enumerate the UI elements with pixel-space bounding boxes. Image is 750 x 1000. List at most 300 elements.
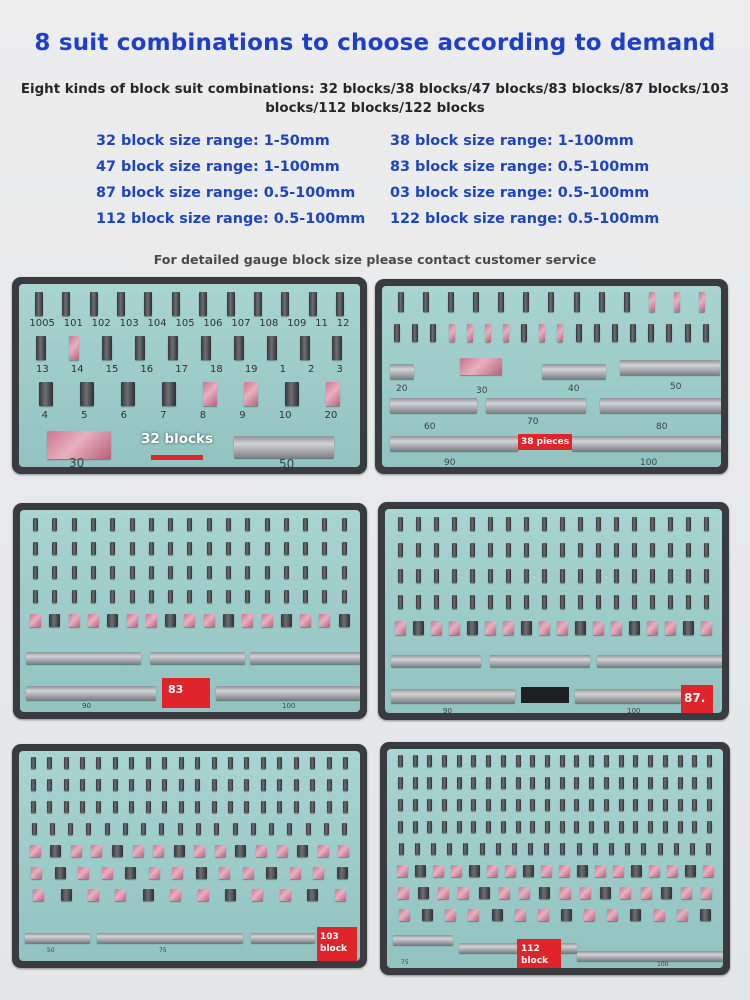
gauge-block bbox=[130, 518, 135, 531]
gauge-block bbox=[195, 757, 200, 769]
gauge-block bbox=[467, 621, 478, 635]
gauge-bar-70 bbox=[486, 398, 586, 413]
gauge-block bbox=[215, 845, 226, 857]
gauge-block bbox=[559, 865, 570, 877]
gauge-block bbox=[112, 845, 123, 857]
bar-label-30: 30 bbox=[69, 456, 85, 467]
gauge-block bbox=[545, 821, 550, 833]
gauge-block bbox=[277, 845, 288, 857]
gauge-block bbox=[96, 801, 101, 813]
gauge-block bbox=[423, 292, 429, 312]
range-38: 38 block size range: 1-100mm bbox=[390, 133, 634, 149]
block-row bbox=[19, 779, 360, 791]
gauge-block bbox=[663, 821, 668, 833]
gauge-block bbox=[165, 614, 176, 627]
gauge-block bbox=[467, 324, 473, 342]
gauge-block bbox=[595, 865, 606, 877]
gauge-block bbox=[72, 518, 77, 531]
gauge-block bbox=[416, 517, 421, 531]
gauge-block bbox=[343, 757, 348, 769]
gauge-block bbox=[110, 542, 115, 555]
gauge-block bbox=[261, 779, 266, 791]
gauge-block bbox=[707, 777, 712, 789]
gauge-block bbox=[560, 569, 565, 583]
gauge-block bbox=[394, 324, 400, 342]
block-row bbox=[387, 821, 723, 833]
set-caption-38: 38 pieces bbox=[518, 434, 572, 450]
gauge-bar-90 bbox=[26, 686, 156, 700]
gauge-block bbox=[577, 843, 582, 855]
gauge-block bbox=[415, 843, 420, 855]
gauge-block bbox=[146, 801, 151, 813]
gauge-block bbox=[336, 292, 344, 316]
gauge-block bbox=[633, 777, 638, 789]
gauge-block bbox=[528, 843, 533, 855]
contact-note: For detailed gauge block size please contact customer service bbox=[153, 252, 597, 267]
gauge-block bbox=[327, 801, 332, 813]
gauge-block bbox=[470, 595, 475, 609]
gauge-block bbox=[458, 887, 469, 899]
gauge-block bbox=[342, 518, 347, 531]
gauge-block bbox=[297, 845, 308, 857]
gauge-block bbox=[650, 595, 655, 609]
gauge-block bbox=[343, 801, 348, 813]
gauge-block bbox=[505, 865, 516, 877]
gauge-bar-100 bbox=[216, 686, 360, 700]
gauge-block bbox=[452, 569, 457, 583]
block-size-label: 14 bbox=[70, 364, 84, 375]
gauge-block bbox=[663, 799, 668, 811]
gauge-block bbox=[492, 909, 503, 921]
gauge-block bbox=[501, 777, 506, 789]
gauge-block bbox=[663, 755, 668, 767]
block-size-label: 101 bbox=[63, 318, 83, 329]
gauge-block bbox=[632, 543, 637, 557]
gauge-set-112-tray bbox=[387, 749, 723, 968]
bar-label-100: 100 bbox=[627, 707, 641, 713]
gauge-block bbox=[290, 867, 301, 879]
gauge-block bbox=[485, 324, 491, 342]
gauge-block bbox=[668, 543, 673, 557]
gauge-block bbox=[596, 543, 601, 557]
block-size-label: 13 bbox=[36, 364, 49, 375]
gauge-block bbox=[413, 777, 418, 789]
gauge-block bbox=[300, 614, 311, 627]
gauge-block bbox=[212, 779, 217, 791]
gauge-block bbox=[516, 821, 521, 833]
gauge-block bbox=[277, 801, 282, 813]
bar-label-90: 90 bbox=[444, 458, 456, 467]
gauge-block-30 bbox=[47, 431, 111, 459]
gauge-block bbox=[269, 823, 274, 835]
gauge-block bbox=[324, 823, 329, 835]
gauge-block bbox=[442, 755, 447, 767]
block-row bbox=[387, 843, 723, 855]
gauge-block bbox=[576, 324, 582, 342]
gauge-block bbox=[681, 887, 692, 899]
block-row bbox=[387, 865, 723, 877]
gauge-block bbox=[668, 569, 673, 583]
gauge-block bbox=[256, 845, 267, 857]
gauge-block bbox=[704, 595, 709, 609]
block-row-1 bbox=[382, 292, 721, 312]
gauge-block bbox=[471, 821, 476, 833]
block-row bbox=[19, 845, 360, 857]
gauge-block bbox=[227, 292, 235, 316]
gauge-block bbox=[266, 867, 277, 879]
gauge-block bbox=[663, 777, 668, 789]
gauge-block bbox=[149, 867, 160, 879]
gauge-block bbox=[204, 614, 215, 627]
gauge-block bbox=[280, 889, 291, 901]
gauge-block bbox=[207, 542, 212, 555]
gauge-block bbox=[228, 757, 233, 769]
gauge-block bbox=[632, 595, 637, 609]
gauge-block bbox=[113, 757, 118, 769]
gauge-block bbox=[168, 566, 173, 579]
gauge-block bbox=[449, 621, 460, 635]
gauge-block bbox=[196, 823, 201, 835]
gauge-block bbox=[658, 843, 663, 855]
block-row bbox=[385, 543, 722, 557]
gauge-block bbox=[342, 590, 347, 603]
gauge-block bbox=[179, 779, 184, 791]
gauge-block bbox=[303, 518, 308, 531]
gauge-block bbox=[667, 865, 678, 877]
gauge-block bbox=[678, 799, 683, 811]
gauge-block bbox=[194, 845, 205, 857]
gauge-block bbox=[661, 887, 672, 899]
gauge-block bbox=[560, 887, 571, 899]
gauge-block bbox=[451, 865, 462, 877]
gauge-block bbox=[678, 777, 683, 789]
gauge-block bbox=[300, 336, 310, 360]
gauge-block bbox=[560, 595, 565, 609]
block-size-label: 5 bbox=[81, 410, 88, 421]
gauge-block bbox=[265, 542, 270, 555]
gauge-block bbox=[72, 542, 77, 555]
gauge-block bbox=[187, 542, 192, 555]
block-size-label: 3 bbox=[336, 364, 343, 375]
gauge-block bbox=[624, 292, 630, 312]
gauge-block bbox=[649, 865, 660, 877]
gauge-bar-100 bbox=[572, 436, 721, 451]
gauge-block bbox=[486, 821, 491, 833]
gauge-block bbox=[654, 909, 665, 921]
gauge-block bbox=[704, 569, 709, 583]
gauge-block bbox=[499, 887, 510, 899]
gauge-block bbox=[184, 614, 195, 627]
gauge-block bbox=[521, 621, 532, 635]
gauge-block bbox=[704, 517, 709, 531]
gauge-block bbox=[251, 823, 256, 835]
gauge-block bbox=[265, 566, 270, 579]
gauge-block bbox=[143, 889, 154, 901]
gauge-bar-80 bbox=[600, 398, 721, 413]
gauge-block bbox=[516, 777, 521, 789]
gauge-block bbox=[146, 614, 157, 627]
gauge-block bbox=[668, 517, 673, 531]
gauge-block bbox=[294, 757, 299, 769]
block-row bbox=[20, 542, 360, 555]
block-row bbox=[387, 887, 723, 899]
range-122: 122 block size range: 0.5-100mm bbox=[390, 211, 660, 227]
gauge-block bbox=[174, 845, 185, 857]
gauge-block bbox=[39, 382, 53, 406]
gauge-block bbox=[560, 543, 565, 557]
block-size-label: 106 bbox=[203, 318, 223, 329]
gauge-set-112-box bbox=[380, 742, 730, 975]
gauge-block bbox=[129, 779, 134, 791]
gauge-block bbox=[463, 843, 468, 855]
gauge-block bbox=[64, 757, 69, 769]
gauge-block bbox=[445, 909, 456, 921]
gauge-block bbox=[503, 324, 509, 342]
block-row bbox=[20, 566, 360, 579]
gauge-set-32-box bbox=[12, 277, 367, 474]
gauge-block bbox=[418, 887, 429, 899]
gauge-block bbox=[471, 755, 476, 767]
gauge-block bbox=[614, 595, 619, 609]
set-caption-87: 87. bbox=[681, 685, 713, 713]
gauge-block bbox=[309, 292, 317, 316]
gauge-block bbox=[78, 867, 89, 879]
gauge-block bbox=[630, 909, 641, 921]
gauge-block bbox=[542, 517, 547, 531]
gauge-block bbox=[619, 799, 624, 811]
gauge-block bbox=[226, 542, 231, 555]
gauge-block bbox=[530, 755, 535, 767]
gauge-block bbox=[596, 595, 601, 609]
set-caption-103: 103 block bbox=[317, 927, 357, 961]
gauge-block bbox=[149, 566, 154, 579]
gauge-block bbox=[31, 779, 36, 791]
gauge-block bbox=[80, 382, 94, 406]
gauge-block bbox=[144, 292, 152, 316]
block-row-2 bbox=[382, 324, 721, 342]
gauge-block bbox=[434, 543, 439, 557]
gauge-block bbox=[685, 324, 691, 342]
gauge-block bbox=[678, 755, 683, 767]
gauge-block bbox=[700, 909, 711, 921]
gauge-block bbox=[452, 543, 457, 557]
gauge-block bbox=[649, 292, 655, 312]
gauge-block bbox=[285, 382, 299, 406]
gauge-block bbox=[539, 324, 545, 342]
gauge-block bbox=[195, 779, 200, 791]
gauge-block bbox=[469, 865, 480, 877]
gauge-block bbox=[524, 517, 529, 531]
block-row bbox=[20, 614, 360, 627]
gauge-block bbox=[430, 324, 436, 342]
block-size-label: 6 bbox=[120, 410, 128, 421]
gauge-block bbox=[159, 823, 164, 835]
bar-label-90: 90 bbox=[443, 707, 452, 713]
gauge-block bbox=[322, 542, 327, 555]
gauge-block bbox=[281, 614, 292, 627]
gauge-block bbox=[431, 843, 436, 855]
gauge-bar-50 bbox=[25, 933, 90, 943]
gauge-bar-100 bbox=[577, 951, 723, 961]
gauge-block bbox=[416, 543, 421, 557]
gauge-block bbox=[427, 755, 432, 767]
range-32: 32 block size range: 1-50mm bbox=[96, 133, 330, 149]
gauge-block bbox=[633, 821, 638, 833]
gauge-block bbox=[68, 823, 73, 835]
gauge-block bbox=[277, 757, 282, 769]
gauge-block bbox=[90, 292, 98, 316]
gauge-block bbox=[457, 777, 462, 789]
gauge-block bbox=[521, 324, 527, 342]
gauge-block bbox=[226, 590, 231, 603]
gauge-block bbox=[498, 292, 504, 312]
gauge-block bbox=[187, 590, 192, 603]
gauge-block bbox=[631, 865, 642, 877]
gauge-block bbox=[516, 799, 521, 811]
gauge-block bbox=[322, 518, 327, 531]
gauge-block bbox=[578, 569, 583, 583]
gauge-block bbox=[560, 777, 565, 789]
gauge-set-103-tray bbox=[19, 751, 360, 961]
gauge-block bbox=[326, 382, 340, 406]
gauge-block bbox=[179, 801, 184, 813]
gauge-block bbox=[162, 779, 167, 791]
gauge-block bbox=[178, 823, 183, 835]
gauge-block bbox=[342, 542, 347, 555]
gauge-block bbox=[123, 823, 128, 835]
gauge-block bbox=[88, 614, 99, 627]
gauge-block bbox=[398, 595, 403, 609]
gauge-block bbox=[50, 823, 55, 835]
gauge-block bbox=[516, 755, 521, 767]
gauge-block bbox=[542, 569, 547, 583]
gauge-block bbox=[303, 566, 308, 579]
block-size-label: 11 bbox=[315, 318, 328, 329]
gauge-block bbox=[471, 777, 476, 789]
block-size-label: 1 bbox=[279, 364, 286, 375]
gauge-block bbox=[261, 757, 266, 769]
block-row bbox=[385, 517, 722, 531]
gauge-block bbox=[486, 777, 491, 789]
gauge-block bbox=[506, 595, 511, 609]
gauge-block bbox=[413, 621, 424, 635]
block-row bbox=[19, 823, 360, 835]
gauge-block bbox=[307, 889, 318, 901]
gauge-block bbox=[71, 845, 82, 857]
gauge-block bbox=[91, 845, 102, 857]
gauge-block bbox=[332, 336, 342, 360]
gauge-block bbox=[619, 777, 624, 789]
gauge-block bbox=[574, 799, 579, 811]
gauge-block bbox=[245, 518, 250, 531]
gauge-block bbox=[442, 821, 447, 833]
bar-label-70: 70 bbox=[527, 417, 539, 427]
gauge-block bbox=[252, 889, 263, 901]
block-row bbox=[20, 590, 360, 603]
gauge-block bbox=[470, 569, 475, 583]
block-row bbox=[385, 569, 722, 583]
bar-label-40: 40 bbox=[568, 384, 580, 394]
gauge-block bbox=[199, 292, 207, 316]
gauge-block bbox=[69, 614, 80, 627]
gauge-block bbox=[589, 755, 594, 767]
gauge-block bbox=[506, 569, 511, 583]
gauge-block bbox=[125, 867, 136, 879]
gauge-block bbox=[318, 845, 329, 857]
gauge-block bbox=[399, 909, 410, 921]
block-size-label: 4 bbox=[41, 410, 48, 421]
spec-label-plate bbox=[521, 687, 569, 703]
gauge-block bbox=[614, 517, 619, 531]
gauge-block bbox=[244, 779, 249, 791]
range-83: 83 block size range: 0.5-100mm bbox=[390, 159, 650, 175]
gauge-block bbox=[633, 799, 638, 811]
gauge-block bbox=[129, 801, 134, 813]
gauge-block bbox=[541, 865, 552, 877]
gauge-bar-60 bbox=[26, 652, 141, 664]
gauge-block bbox=[146, 757, 151, 769]
gauge-block bbox=[431, 621, 442, 635]
gauge-block bbox=[496, 843, 501, 855]
gauge-set-83-box bbox=[13, 503, 367, 719]
gauge-block bbox=[594, 324, 600, 342]
bar-label-100: 100 bbox=[657, 961, 669, 968]
gauge-block bbox=[342, 823, 347, 835]
gauge-block bbox=[228, 801, 233, 813]
gauge-set-83-tray bbox=[20, 510, 360, 712]
gauge-block bbox=[187, 518, 192, 531]
gauge-block bbox=[303, 542, 308, 555]
gauge-block bbox=[33, 590, 38, 603]
gauge-block bbox=[577, 865, 588, 877]
gauge-block bbox=[179, 757, 184, 769]
gauge-block bbox=[692, 821, 697, 833]
gauge-block bbox=[506, 517, 511, 531]
gauge-block bbox=[523, 865, 534, 877]
gauge-block bbox=[501, 755, 506, 767]
gauge-block bbox=[703, 865, 714, 877]
gauge-bar-90 bbox=[391, 689, 515, 703]
range-112: 112 block size range: 0.5-100mm bbox=[96, 211, 366, 227]
gauge-block bbox=[486, 799, 491, 811]
gauge-block bbox=[80, 779, 85, 791]
bar-label-60: 60 bbox=[424, 422, 436, 432]
gauge-block bbox=[506, 543, 511, 557]
block-size-label: 107 bbox=[231, 318, 251, 329]
block-size-label: 105 bbox=[175, 318, 195, 329]
gauge-block bbox=[630, 324, 636, 342]
block-row-1 bbox=[19, 292, 360, 316]
gauge-block bbox=[523, 292, 529, 312]
gauge-block bbox=[228, 779, 233, 791]
gauge-block bbox=[322, 590, 327, 603]
gauge-block bbox=[102, 336, 112, 360]
gauge-block bbox=[327, 757, 332, 769]
gauge-block bbox=[31, 757, 36, 769]
gauge-block bbox=[277, 779, 282, 791]
gauge-block bbox=[470, 517, 475, 531]
gauge-block bbox=[488, 569, 493, 583]
gauge-block bbox=[162, 801, 167, 813]
gauge-block bbox=[578, 543, 583, 557]
bar-label-30: 30 bbox=[476, 386, 488, 396]
block-size-label: 7 bbox=[160, 410, 167, 421]
range-47: 47 block size range: 1-100mm bbox=[96, 159, 340, 175]
gauge-block bbox=[442, 777, 447, 789]
gauge-block bbox=[226, 518, 231, 531]
gauge-block bbox=[322, 566, 327, 579]
gauge-block bbox=[692, 799, 697, 811]
